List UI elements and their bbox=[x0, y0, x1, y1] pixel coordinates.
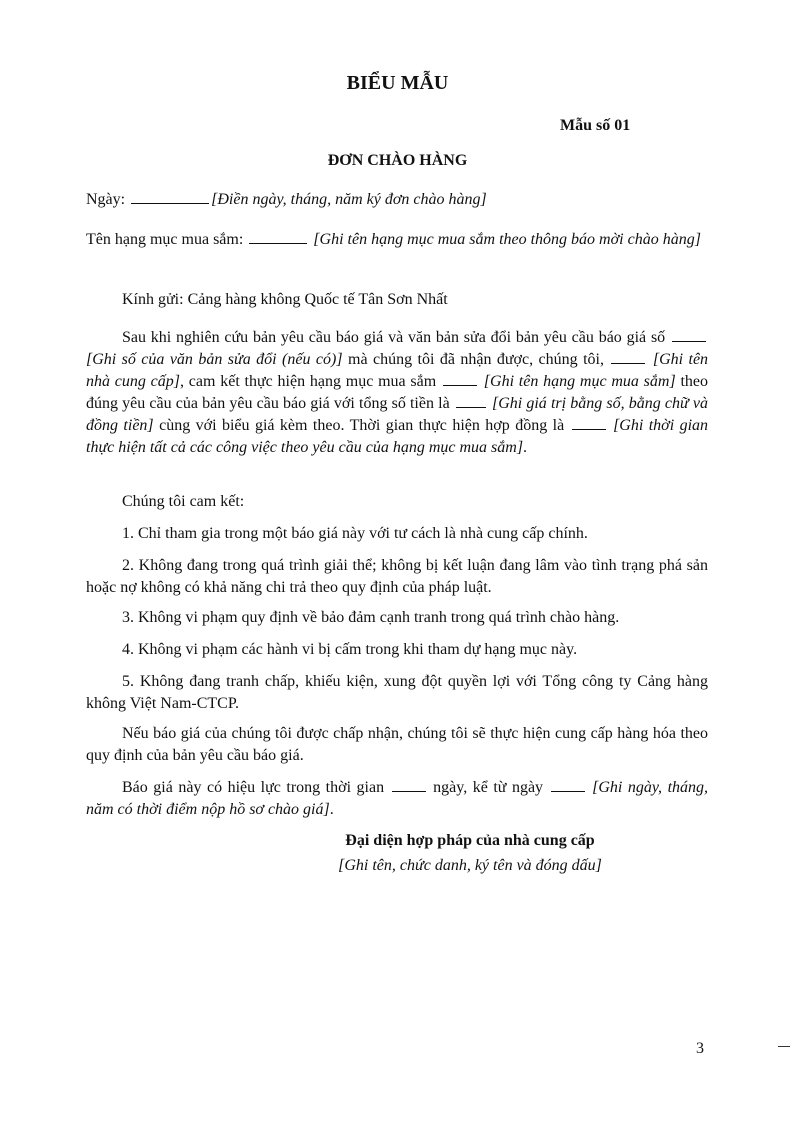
p1-blank-2 bbox=[611, 349, 645, 364]
document-title: BIỂU MẪU bbox=[346, 72, 449, 94]
validity-note: [Ghi ngày, tháng, năm có thời điểm nộp hồ sơ chào giá] bbox=[86, 779, 709, 818]
paragraph-intro bbox=[86, 327, 708, 459]
commit-intro: Chúng tôi cam kết: bbox=[122, 493, 245, 510]
commitment-1: 1. Chỉ tham gia trong một báo giá này với tư cách là nhà cung cấp chính. bbox=[122, 525, 588, 542]
p1-note-2: [Ghi tên nhà cung cấp] bbox=[86, 351, 709, 390]
p1-text-2: mà chúng tôi đã nhận được, chúng tôi, bbox=[348, 351, 604, 368]
commitment-4: 4. Không vi phạm các hành vi bị cấm trong khi tham dự hạng mục này. bbox=[122, 641, 578, 658]
validity-text-2: ngày, kể từ ngày bbox=[433, 779, 544, 796]
document-subtitle: ĐƠN CHÀO HÀNG bbox=[327, 152, 468, 169]
p1-text-1: Sau khi nghiên cứu bản yêu cầu báo giá và văn bản sửa đổi bản yêu cầu báo giá số bbox=[122, 329, 666, 346]
p1-text-3: , cam kết thực hiện hạng mục mua sắm bbox=[180, 373, 437, 390]
validity-text-3: . bbox=[329, 801, 334, 818]
signature-title: Đại diện hợp pháp của nhà cung cấp bbox=[345, 832, 595, 849]
validity-text-1: Báo giá này có hiệu lực trong thời gian bbox=[122, 779, 385, 796]
item-blank bbox=[249, 229, 307, 244]
p1-note-5: [Ghi thời gian thực hiện tất cả các công việc theo yêu cầu của hạng mục mua sắm] bbox=[86, 417, 709, 456]
item-label: Tên hạng mục mua sắm: bbox=[86, 231, 244, 248]
commitment-5: 5. Không đang tranh chấp, khiếu kiện, xung đột quyền lợi với Tổng công ty Cảng hàng không Việt Nam-CTCP. bbox=[86, 673, 708, 712]
p1-note-3: [Ghi tên hạng mục mua sắm] bbox=[483, 373, 676, 390]
date-blank bbox=[131, 189, 209, 204]
p1-text-6: . bbox=[523, 439, 528, 456]
p1-note-1: [Ghi số của văn bản sửa đổi (nếu có)] bbox=[86, 351, 343, 368]
item-note: [Ghi tên hạng mục mua sắm theo thông báo mời chào hàng] bbox=[313, 231, 701, 248]
date-line bbox=[86, 189, 708, 211]
commitment-2: 2. Không đang trong quá trình giải thể; không bị kết luận đang lâm vào tình trạng phá sản hoặc nợ không có khả năng chi trả theo quy định của pháp luật. bbox=[86, 557, 708, 596]
acceptance-paragraph: Nếu báo giá của chúng tôi được chấp nhận, chúng tôi sẽ thực hiện cung cấp hàng hóa theo quy định của bản yêu cầu báo giá. bbox=[86, 725, 708, 764]
p1-blank-4 bbox=[456, 393, 486, 408]
p1-blank-5 bbox=[572, 415, 606, 430]
validity-paragraph bbox=[86, 777, 708, 821]
p1-text-5: cùng với biểu giá kèm theo. Thời gian thực hiện hợp đồng là bbox=[159, 417, 565, 434]
p1-blank-1 bbox=[672, 327, 706, 342]
validity-blank-1 bbox=[392, 777, 426, 792]
date-label: Ngày: bbox=[86, 191, 126, 208]
commitment-3: 3. Không vi phạm quy định về bảo đảm cạnh tranh trong quá trình chào hàng. bbox=[122, 609, 620, 626]
p1-blank-3 bbox=[443, 371, 477, 386]
p1-note-4: [Ghi giá trị bằng số, bằng chữ và đồng tiền] bbox=[86, 395, 708, 434]
p1-text-4: theo đúng yêu cầu của bản yêu cầu báo giá với tổng số tiền là bbox=[86, 373, 709, 412]
margin-mark bbox=[778, 1046, 790, 1047]
validity-blank-2 bbox=[551, 777, 585, 792]
signature-note: [Ghi tên, chức danh, ký tên và đóng dấu] bbox=[338, 857, 602, 874]
date-note: [Điền ngày, tháng, năm ký đơn chào hàng] bbox=[211, 191, 487, 208]
recipient-line: Kính gửi: Cảng hàng không Quốc tế Tân Sơn Nhất bbox=[122, 291, 448, 308]
item-line bbox=[86, 229, 708, 251]
page-number: 3 bbox=[696, 1040, 704, 1057]
form-number: Mẫu số 01 bbox=[560, 117, 631, 134]
